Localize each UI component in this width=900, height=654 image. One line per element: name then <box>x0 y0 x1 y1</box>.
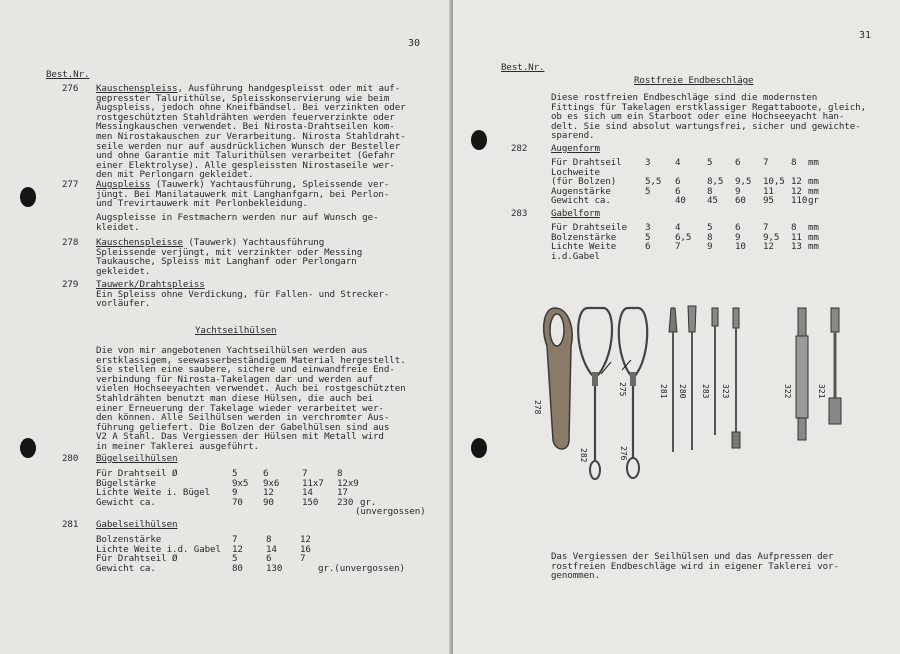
table-cell: 10 <box>735 241 746 253</box>
item-text-line: gekleidet. <box>96 265 151 277</box>
photo-label: 275 <box>618 382 627 397</box>
table-cell: 8 <box>791 222 797 233</box>
table-row-label: Für Drahtseil Ø <box>96 468 178 479</box>
table-cell: 5 <box>645 231 651 243</box>
table-cell: 40 <box>675 195 686 207</box>
item-text: Augspleisse in Festmachern werden nur auf Wunsch ge- <box>96 212 379 223</box>
item-title: Augspleiss <box>96 179 151 190</box>
table-cell: 12 <box>791 185 802 197</box>
table-cell: 8 <box>791 157 797 168</box>
section-line: einer Erneuerung der Takelage wieder verarbeitet wer- <box>96 402 384 414</box>
sleeve-275 <box>592 372 598 386</box>
photo-label: 278 <box>533 400 542 415</box>
table-cell: 6 <box>675 176 681 188</box>
table-cell: 7 <box>302 468 308 479</box>
item-number: 278 <box>62 237 79 248</box>
table-cell: 11 <box>791 231 802 243</box>
photo-label: 276 <box>619 446 628 461</box>
section-line: Die von mir angebotenen Yachtseilhülsen werden aus <box>96 345 368 356</box>
table-row-label: i.d.Gabel <box>551 250 600 262</box>
table-title: Gabelseilhülsen <box>96 519 178 530</box>
item-title: Tauwerk/Drahtspleiss <box>96 279 205 290</box>
table-row-label: (für Bolzen) <box>551 176 617 188</box>
item-text-line: vorläufer. <box>96 298 151 310</box>
table-cell: 12x9 <box>337 477 359 489</box>
loop-276 <box>619 308 647 378</box>
section-title: Yachtseilhülsen <box>195 325 277 336</box>
table-cell: 12 <box>763 241 774 253</box>
intro-line: Fittings für Takelagen erstklassiger Regattaboote, gleich, <box>551 101 867 113</box>
table-cell: 5 <box>707 157 713 168</box>
section-line: Stahldrähten benutzt man diese Hülsen, die auch bei <box>96 393 373 404</box>
photo-label: 321 <box>817 384 826 399</box>
fitting-323-end <box>732 432 740 448</box>
table-row-label: Lochweite <box>551 166 600 178</box>
table-unit: mm <box>808 222 819 233</box>
section-line: in meiner Taklerei ausgeführt. <box>96 441 259 452</box>
eye-282 <box>590 461 600 479</box>
intro-line: sparend. <box>551 130 595 142</box>
table-cell: 16 <box>300 543 311 555</box>
turnbuckle-322-bottom <box>798 418 806 440</box>
table-unit: mm <box>808 176 819 188</box>
table-cell: 9 <box>735 185 741 197</box>
table-cell: 7 <box>300 553 306 565</box>
table-cell: 8 <box>337 468 343 479</box>
caption-line: rostfreien Endbeschläge wird in eigener Taklerei vor- <box>551 560 839 572</box>
section-line: erstklassigem, seewasserbeständigem Material hergestellt. <box>96 354 406 366</box>
table-cell: 230 <box>337 496 354 508</box>
page-number: 31 <box>859 30 872 41</box>
table-row-label: Lichte Weite i. Bügel <box>96 487 211 499</box>
photo-label: 282 <box>579 448 588 463</box>
table-cell: 9,5 <box>763 231 780 243</box>
table-cell: 5 <box>232 468 238 479</box>
item-text-line: jüngt. Bei Manilatauwerk mit Langhanfgarn, bei Perlon- <box>96 188 390 200</box>
table-cell: 95 <box>763 195 774 207</box>
table-cell: 6 <box>735 222 741 233</box>
table-row-label: Für Drahtseil <box>551 157 622 168</box>
section-line: V2 A Stahl. Das Vergiessen der Hülsen mit Metall wird <box>96 431 384 443</box>
item-text-line: und Trevirtauwerk mit Perlonbekleidung. <box>96 198 308 210</box>
table-cell: 80 <box>232 562 243 574</box>
table-cell: 9x6 <box>263 477 280 489</box>
table-unit: mm <box>808 231 819 243</box>
item-text-line: Messingkauschen verwendet. Bei Nirosta-Drahtseilen kom- <box>96 121 395 133</box>
table-cell: 8 <box>266 534 272 545</box>
item-text-line: kleidet. <box>96 221 140 233</box>
table-row-label: Lichte Weite <box>551 241 617 253</box>
item-title: Kauschenspleisse <box>96 237 183 248</box>
item-number: 280 <box>62 453 79 464</box>
item-text-line: men Nirostakauschen zur Verarbeitung. Nirosta Stahldraht- <box>96 131 406 142</box>
table-cell: 9,5 <box>735 176 752 188</box>
item-text-line: Taukausche, Spleiss mit Langhanf oder Perlongarn <box>96 256 357 268</box>
photo-label: 280 <box>678 384 687 399</box>
table-cell: 60 <box>735 195 746 207</box>
table-cell: 6 <box>675 185 681 197</box>
table-cell: 7 <box>763 157 769 168</box>
bestnr-heading: Best.Nr. <box>501 62 545 73</box>
table-cell: 5 <box>232 553 238 565</box>
table-title: Bügelseilhülsen <box>96 453 178 464</box>
item-number: 276 <box>62 83 79 94</box>
table-cell: 7 <box>232 534 238 545</box>
table-note: (unvergossen) <box>355 506 426 518</box>
table-cell: 6,5 <box>675 231 692 243</box>
table-cell: 10,5 <box>763 176 785 188</box>
section-line: Sie stellen eine saubere, sichere und einwandfreie End- <box>96 364 395 376</box>
right-page <box>453 0 900 654</box>
fittings-photo <box>523 300 863 490</box>
table-row-label: Bolzenstärke <box>551 231 617 243</box>
item-number: 277 <box>62 179 79 190</box>
table-cell: 3 <box>645 222 651 233</box>
item-number: 279 <box>62 279 79 290</box>
photo-label: 283 <box>701 384 710 399</box>
binder-hole <box>471 130 487 150</box>
binder-hole <box>20 438 36 458</box>
binder-hole <box>20 187 36 207</box>
page-number: 30 <box>408 38 421 49</box>
intro-line: ob es sich um ein Starboot oder eine Hochseeyacht han- <box>551 111 845 123</box>
section-line: verbindung für Nirosta-Takelagen dar und werden auf <box>96 373 373 385</box>
item-text-line: Spleissende verjüngt, mit verzinkter oder Messing <box>96 246 363 258</box>
table-unit: mm <box>808 241 819 253</box>
fork-280 <box>688 306 696 332</box>
table-row-label: Augenstärke <box>551 185 611 197</box>
item-number: 281 <box>62 519 79 530</box>
table-cell: 12 <box>791 176 802 188</box>
section-line: den können. Alle Seilhülsen werden in verchromter Aus- <box>96 412 390 424</box>
table-cell: 5,5 <box>645 176 662 188</box>
caption-line: genommen. <box>551 570 600 582</box>
table-cell: 6 <box>266 553 272 565</box>
table-cell: 13 <box>791 241 802 253</box>
fork-281 <box>669 308 677 332</box>
table-cell: 6 <box>645 241 651 253</box>
section-line: vielen Hochseeyachten verwendet. Auch bei rostgeschützten <box>96 383 406 395</box>
table-cell: 6 <box>263 468 269 479</box>
table-cell: 9 <box>232 487 238 499</box>
table-unit: gr. <box>360 496 377 508</box>
table-cell: 11 <box>763 185 774 197</box>
table-title: Gabelform <box>551 208 600 219</box>
table-row-label: Gewicht ca. <box>96 496 156 508</box>
table-cell: 8 <box>707 231 713 243</box>
table-note: gr.(unvergossen) <box>318 562 405 574</box>
photo-label: 281 <box>659 384 668 399</box>
table-cell: 7 <box>763 222 769 233</box>
table-cell: 7 <box>675 241 681 253</box>
item-text-line: gepresster Talurithülse, Spleisskonservierung wie beim <box>96 92 390 104</box>
table-cell: 12 <box>300 534 311 545</box>
table-cell: 12 <box>263 487 274 499</box>
section-title: Rostfreie Endbeschläge <box>634 75 754 86</box>
turnbuckle-322-body <box>796 336 808 418</box>
item-text: (Tauwerk) Yachtausführung, Spleissende ver- <box>150 179 390 190</box>
table-cell: 130 <box>266 562 283 574</box>
intro-line: delt. Sie sind absolut wartungsfrei, sicher und gewichte- <box>551 120 861 132</box>
table-row-label: Bolzenstärke <box>96 534 162 545</box>
photo-label: 322 <box>783 384 792 399</box>
table-unit: mm <box>808 185 819 197</box>
table-cell: 6 <box>735 157 741 168</box>
table-cell: 11x7 <box>302 477 324 489</box>
sleeve-276 <box>630 372 636 386</box>
table-cell: 3 <box>645 157 651 168</box>
caption-line: Das Vergiessen der Seilhülsen und das Aufpressen der <box>551 551 834 562</box>
binder-hole <box>471 438 487 458</box>
eye-276 <box>627 458 639 478</box>
item-text-line: rostgeschützten Stahldrähten werden feuerverzinkte oder <box>96 111 395 123</box>
table-unit: mm <box>808 157 819 168</box>
turnbuckle-322-top <box>798 308 806 336</box>
item-text-line: und ohne Garantie mit Talurithülsen verarbeitet (Gefahr <box>96 150 395 162</box>
section-line: führung geliefert. Die Bolzen der Gabelhülsen sind aus <box>96 421 390 433</box>
item-text: , Ausführung handgespleisst oder mit auf- <box>177 83 401 94</box>
table-cell: 70 <box>232 496 243 508</box>
table-cell: 9x5 <box>232 477 249 489</box>
table-cell: 14 <box>266 543 277 555</box>
table-cell: 5 <box>645 185 651 197</box>
table-cell: 4 <box>675 222 681 233</box>
table-cell: 5 <box>707 222 713 233</box>
item-number: 283 <box>511 208 528 219</box>
item-title: Kauschenspleiss <box>96 83 178 94</box>
table-cell: 45 <box>707 195 718 207</box>
table-row-label: Für Drahtseile <box>551 222 628 233</box>
bestnr-heading: Best.Nr. <box>46 69 90 80</box>
item-text-line: einer Elektrolyse). Alle gespleissten Nirostaseile wer- <box>96 159 395 171</box>
turnbuckle-321-top <box>831 308 839 332</box>
table-cell: 90 <box>263 496 274 508</box>
table-row-label: Gewicht ca. <box>96 562 156 574</box>
item-text-line: den mit Perlongarn gekleidet. <box>96 169 254 181</box>
item-text-line: seile werden nur auf ausdrücklichen Wunsch der Besteller <box>96 140 401 152</box>
table-cell: 8 <box>707 185 713 197</box>
item-text: (Tauwerk) Yachtausführung <box>182 237 325 248</box>
intro-line: Diese rostfreien Endbeschläge sind die modernsten <box>551 92 818 103</box>
item-number: 282 <box>511 143 528 154</box>
table-unit: gr <box>808 195 819 207</box>
table-row-label: Gewicht ca. <box>551 195 611 207</box>
table-row-label: Lichte Weite i.d. Gabel <box>96 543 221 555</box>
table-cell: 8,5 <box>707 176 724 188</box>
turnbuckle-321-bottom <box>829 398 841 424</box>
photo-label: 323 <box>721 384 730 399</box>
table-cell: 4 <box>675 157 681 168</box>
table-cell: 17 <box>337 487 348 499</box>
table-cell: 14 <box>302 487 313 499</box>
fitting-283 <box>712 308 718 326</box>
table-cell: 110 <box>791 195 808 207</box>
table-cell: 9 <box>735 231 741 243</box>
table-title: Augenform <box>551 143 600 154</box>
fitting-323 <box>733 308 739 328</box>
item-text-line: Augspleiss, jedoch ohne Kneifbändsel. Bei verzinkten oder <box>96 102 406 114</box>
item-text-line: Ein Spleiss ohne Verdickung, für Fallen- und Strecker- <box>96 288 390 300</box>
table-cell: 150 <box>302 496 319 508</box>
table-cell: 9 <box>707 241 713 253</box>
table-row-label: Für Drahtseil Ø <box>96 553 178 565</box>
table-row-label: Bügelstärke <box>96 477 156 489</box>
table-cell: 12 <box>232 543 243 555</box>
splice-278-eye <box>550 314 564 346</box>
